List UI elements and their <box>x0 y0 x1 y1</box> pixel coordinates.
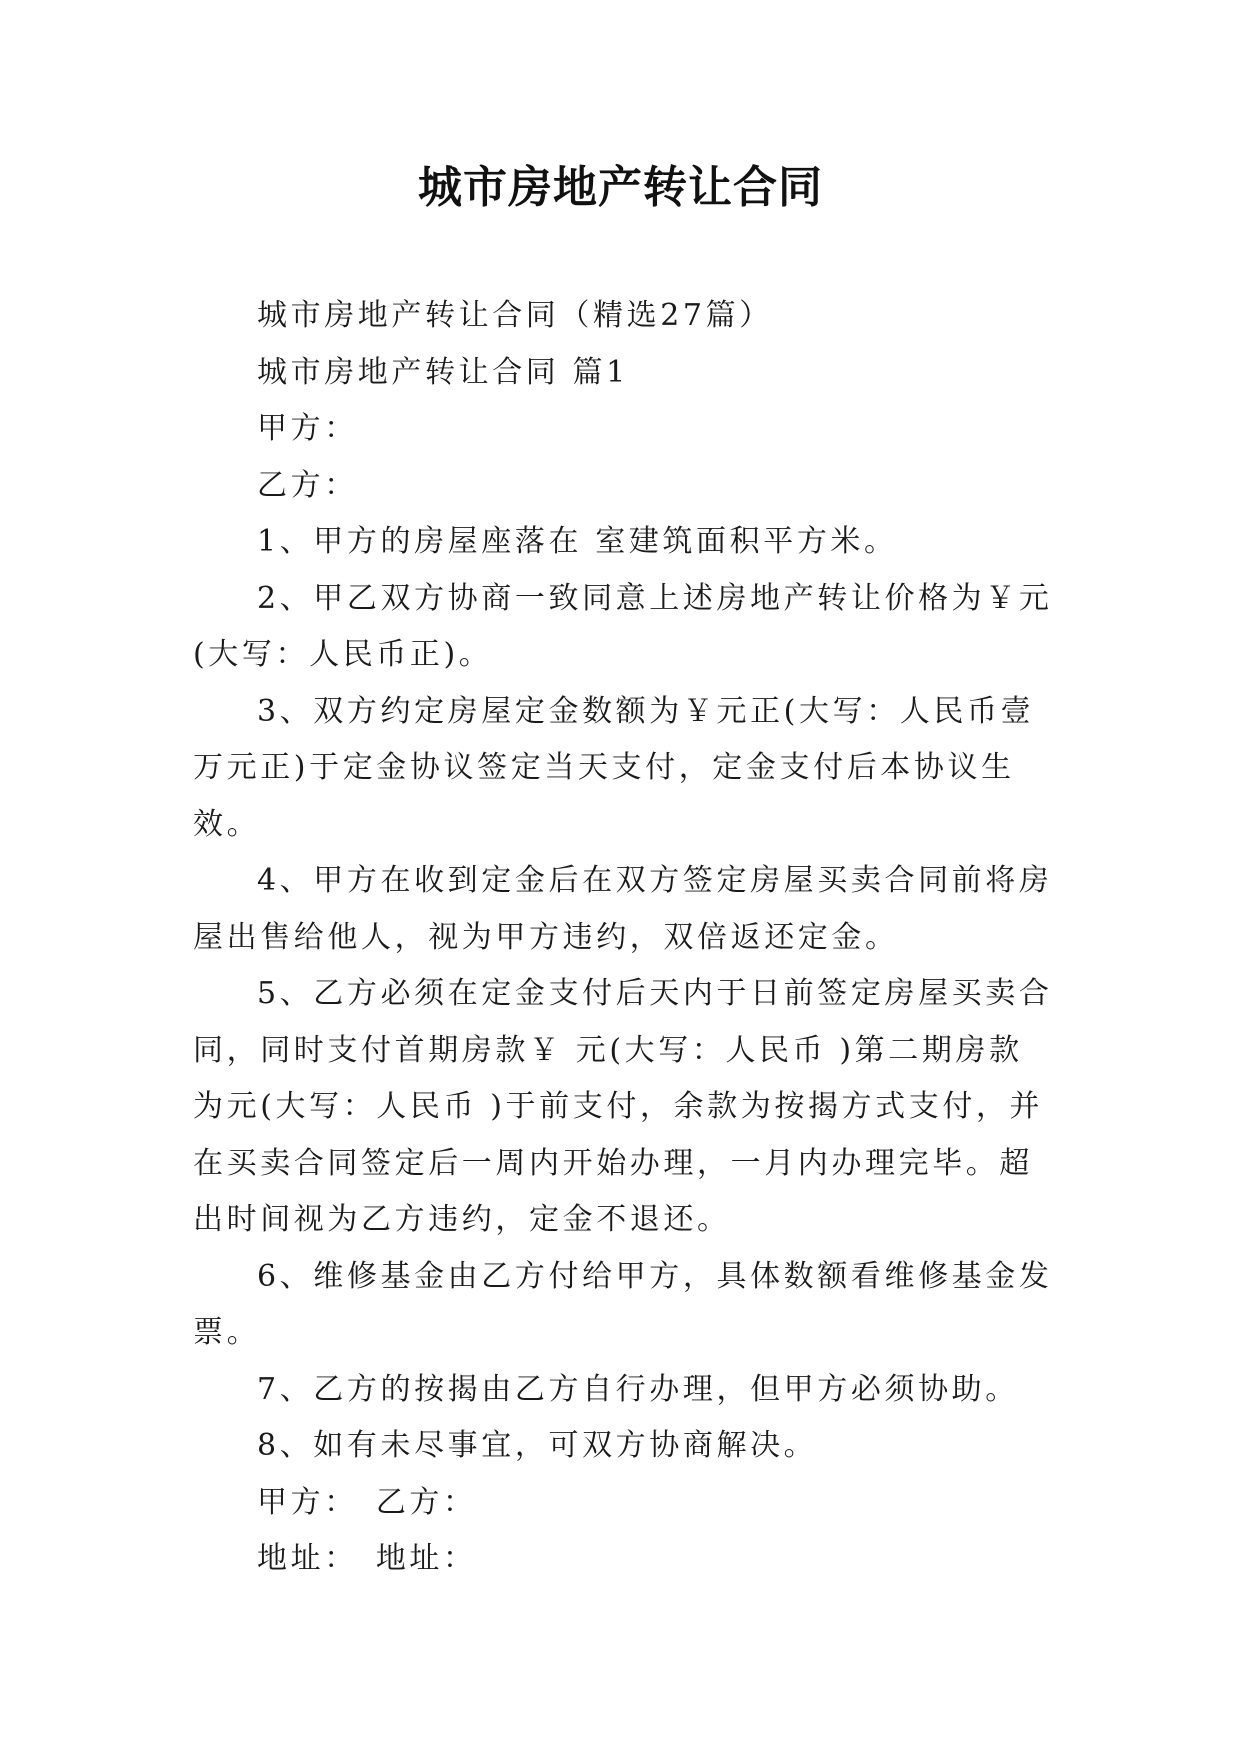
paragraph-party-a: 甲方： <box>257 411 358 446</box>
signature-address-a-label: 地址： <box>257 1541 358 1576</box>
paragraph-clause-6: 6、维修基金由乙方付给甲方，具体数额看维修基金发票。 <box>193 1258 1053 1350</box>
paragraph-clause-5: 5、乙方必须在定金支付后天内于日前签定房屋买卖合同，同时支付首期房款￥ 元(大写：人民币 )第二期房款为元(大写：人民币 )于前支付，余款为按揭方式支付，并在买卖合同签定后一周内开始办理，一月内办理完毕。超出时间视为乙方违约，定金不退还。 <box>193 976 1053 1237</box>
signature-party-b-label: 乙方： <box>375 1484 477 1520</box>
paragraph-clause-7: 7、乙方的按揭由乙方自行办理，但甲方必须协助。 <box>257 1371 1019 1407</box>
paragraph-clause-8: 8、如有未尽事宜，可双方协商解决。 <box>257 1428 818 1463</box>
paragraph-clause-4: 4、甲方在收到定金后在双方签定房屋买卖合同前将房屋出售给他人，视为甲方违约，双倍返还定金。 <box>193 863 1053 955</box>
paragraph-clause-3: 3、双方约定房屋定金数额为￥元正(大写：人民币壹万元正)于定金协议签定当天支付，定金支付后本协议生效。 <box>193 693 1035 842</box>
document-body <box>193 288 1053 1588</box>
paragraph-clause-2: 2、甲乙双方协商一致同意上述房地产转让价格为￥元(大写：人民币正)。 <box>193 580 1053 672</box>
signature-party-a-label: 甲方： <box>257 1484 358 1520</box>
paragraph-clause-1: 1、甲方的房屋座落在 室建筑面积平方米。 <box>257 524 898 559</box>
paragraph-section-heading: 城市房地产转让合同 篇1 <box>257 354 629 390</box>
paragraph-party-b: 乙方： <box>257 467 358 503</box>
signature-address-b-label: 地址： <box>375 1541 477 1576</box>
signature-row-parties <box>193 1475 1053 1532</box>
paragraph-subtitle: 城市房地产转让合同（精选27篇） <box>257 298 773 333</box>
signature-row-address <box>193 1531 1053 1588</box>
document-title: 城市房地产转让合同 <box>418 162 823 213</box>
